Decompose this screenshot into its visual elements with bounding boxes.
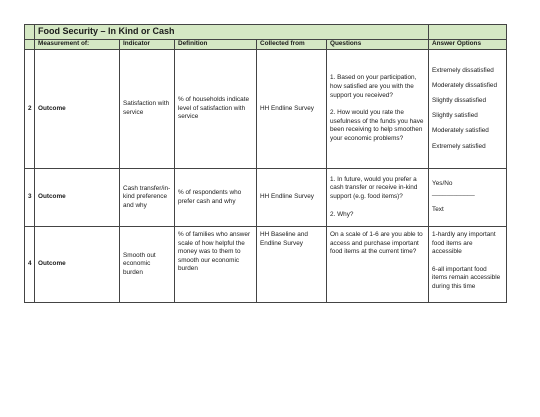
- header-collected-from: Collected from: [257, 40, 327, 50]
- answer-option: Slightly dissatisfied: [432, 97, 487, 105]
- row-definition: % of respondents who prefer cash and why: [175, 169, 257, 227]
- table-title-text: Food Security – In Kind or Cash: [38, 25, 175, 36]
- question-text: 1. In future, would you prefer a cash transfer or receive in-kind support (e.g. food items)?: [330, 175, 418, 200]
- answer-option: Yes/No: [432, 180, 453, 188]
- row-questions: [327, 169, 429, 227]
- question-text: 2. Why?: [330, 210, 354, 218]
- table-row: [25, 50, 507, 169]
- answer-option: Extremely dissatisfied: [432, 66, 494, 74]
- row-answers: [429, 169, 507, 227]
- row-collected-from: HH Baseline and Endline Survey: [257, 227, 327, 303]
- row-definition: % of families who answer scale of how helpful the money was to them to smooth our economic burden: [175, 227, 257, 303]
- row-definition: % of households indicate level of satisfaction with service: [175, 50, 257, 169]
- answer-blank-line: ____________: [432, 188, 475, 196]
- row-indicator: Satisfaction with service: [120, 50, 175, 169]
- row-indicator: Cash transfer/in-kind preference and why: [120, 169, 175, 227]
- title-empty-cell: [429, 25, 507, 40]
- title-row: [25, 25, 507, 40]
- row-collected-from: HH Endline Survey: [257, 169, 327, 227]
- title-number-cell: [25, 25, 35, 40]
- row-measurement: Outcome: [35, 169, 120, 227]
- header-row: [25, 40, 507, 50]
- row-number: 2: [25, 50, 35, 169]
- answer-option: 1-hardly any important food items are accessible: [432, 231, 496, 256]
- question-text: On a scale of 1-6 are you able to access and purchase important food items at the current time?: [330, 231, 423, 256]
- header-definition: Definition: [175, 40, 257, 50]
- row-answers: [429, 227, 507, 303]
- food-security-table: [24, 24, 507, 303]
- answer-option: Slightly satisfied: [432, 112, 478, 120]
- row-collected-from: HH Endline Survey: [257, 50, 327, 169]
- row-number: 4: [25, 227, 35, 303]
- row-measurement: Outcome: [35, 227, 120, 303]
- row-number: 3: [25, 169, 35, 227]
- header-questions: Questions: [327, 40, 429, 50]
- table-row: [25, 169, 507, 227]
- table-title: [35, 25, 429, 40]
- header-answer-options: Answer Options: [429, 40, 507, 50]
- table-row: [25, 227, 507, 303]
- header-number-cell: [25, 40, 35, 50]
- answer-option: Text: [432, 206, 444, 214]
- header-measurement: Measurement of:: [35, 40, 120, 50]
- answer-option: Moderately dissatisfied: [432, 81, 498, 89]
- row-indicator: Smooth out economic burden: [120, 227, 175, 303]
- answer-option: Moderately satisfied: [432, 127, 489, 135]
- question-text: 2. How would you rate the usefulness of the funds you have been receiving to help smoothen your economic problems?: [330, 109, 424, 142]
- row-measurement: Outcome: [35, 50, 120, 169]
- row-questions: [327, 50, 429, 169]
- question-text: 1. Based on your participation, how satisfied are you with the support you received?: [330, 74, 417, 99]
- answer-option: Extremely satisfied: [432, 142, 486, 150]
- answer-option: 6-all important food items remain accessible during this time: [432, 265, 501, 290]
- row-questions: [327, 227, 429, 303]
- header-indicator: Indicator: [120, 40, 175, 50]
- row-answers: [429, 50, 507, 169]
